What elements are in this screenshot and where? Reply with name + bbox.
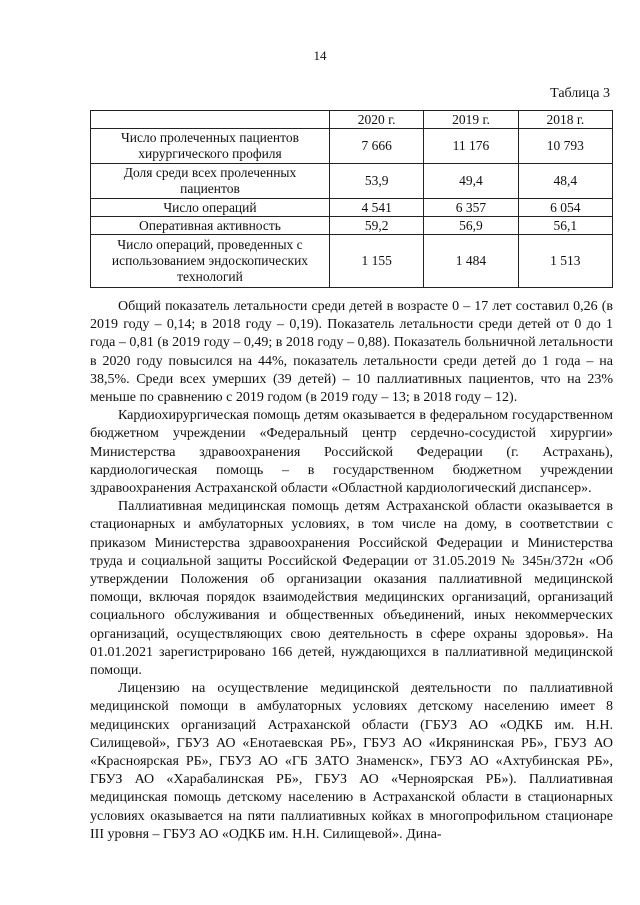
cell-2019: 56,9 — [424, 217, 518, 235]
table-label: Таблица 3 — [550, 86, 610, 101]
row-label: Число пролеченных пациентов хирургического профиля — [91, 129, 330, 164]
table-row — [91, 217, 613, 235]
cell-2020: 59,2 — [330, 217, 424, 235]
row-label: Доля среди всех пролеченных пациентов — [91, 164, 330, 199]
cell-2019: 49,4 — [424, 164, 518, 199]
cell-2019: 1 484 — [424, 235, 518, 288]
cell-2018: 56,1 — [518, 217, 612, 235]
cell-2020: 1 155 — [330, 235, 424, 288]
cell-2020: 53,9 — [330, 164, 424, 199]
row-label: Число операций — [91, 199, 330, 217]
body-text — [90, 298, 613, 844]
header-cell-2019: 2019 г. — [424, 111, 518, 129]
cell-2019: 6 357 — [424, 199, 518, 217]
statistics-table — [90, 110, 613, 288]
cell-2018: 48,4 — [518, 164, 612, 199]
row-label: Число операций, проведенных с использованием эндоскопических технологий — [91, 235, 330, 288]
cell-2018: 10 793 — [518, 129, 612, 164]
header-cell-empty — [91, 111, 330, 129]
cell-2019: 11 176 — [424, 129, 518, 164]
table-row — [91, 164, 613, 199]
header-cell-2020: 2020 г. — [330, 111, 424, 129]
cell-2018: 1 513 — [518, 235, 612, 288]
cell-2018: 6 054 — [518, 199, 612, 217]
paragraph-mortality: Общий показатель летальности среди детей в возрасте 0 – 17 лет составил 0,26 (в 2019 году – 0,14; в 2018 году – 0,19). Показатель летальности среди детей от 0 до 1 года – 0,81 (в 2019 году – 0,49; в 2018 году – 0,88). Показатель больничной летальности в 2020 году повысился на 44%, показатель летальности среди детей до 1 года – на 38,5%. Среди всех умерших (39 детей) – 10 паллиативных пациентов, что на 23% меньше по сравнению с 2019 годом (в 2019 году – 13; в 2018 году – 12). — [90, 299, 613, 406]
cell-2020: 4 541 — [330, 199, 424, 217]
cell-2020: 7 666 — [330, 129, 424, 164]
page-number: 14 — [313, 48, 327, 63]
table-row — [91, 199, 613, 217]
paragraph-cardiac-care: Кардиохирургическая помощь детям оказывается в федеральном государственном бюджетном учреждении «Федеральный центр сердечно-сосудистой хирургии» Министерства здравоохранения Российской Федерации (г. Астрахань), кардиологическая помощь – в государственном бюджетном учреждении здравоохранения Астраханской области «Областной кардиологический диспансер». — [90, 408, 613, 497]
paragraph-license: Лицензию на осуществление медицинской деятельности по паллиативной медицинской помощи в амбулаторных условиях детскому населению имеет 8 медицинских организаций Астраханской области (ГБУЗ АО «ОДКБ им. Н.Н. Силищевой», ГБУЗ АО «Енотаевская РБ», ГБУЗ АО «Икрянинская РБ», ГБУЗ АО «Красноярская РБ», ГБУЗ АО «ГБ ЗАТО Знаменск», ГБУЗ АО «Ахтубинская РБ», ГБУЗ АО «Харабалинская РБ», ГБУЗ АО «Черноярская РБ»). Паллиативная медицинская помощь детскому населению в Астраханской области в стационарных условиях оказывается на пяти паллиативных койках в многопрофильном стационаре III уровня – ГБУЗ АО «ОДКБ им. Н.Н. Силищевой». Дина- — [90, 681, 613, 842]
table-row — [91, 129, 613, 164]
table-header-row — [91, 111, 613, 129]
paragraph-palliative-care: Паллиативная медицинская помощь детям Астраханской области оказывается в стационарных и амбулаторных условиях, в том числе на дому, в соответствии с приказом Министерства здравоохранения Российской Федерации и Министерства труда и социальной защиты Российской Федерации от 31.05.2019 № 345н/372н «Об утверждении Положения об организации оказания паллиативной медицинской помощи, включая порядок взаимодействия медицинских организаций, организаций социального обслуживания и общественных объединений, иных некоммерческих организаций, осуществляющих свою деятельность в сфере охраны здоровья». На 01.01.2021 зарегистрировано 166 детей, нуждающихся в паллиативной медицинской помощи. — [90, 499, 613, 679]
header-cell-2018: 2018 г. — [518, 111, 612, 129]
row-label: Оперативная активность — [91, 217, 330, 235]
table-row — [91, 235, 613, 288]
